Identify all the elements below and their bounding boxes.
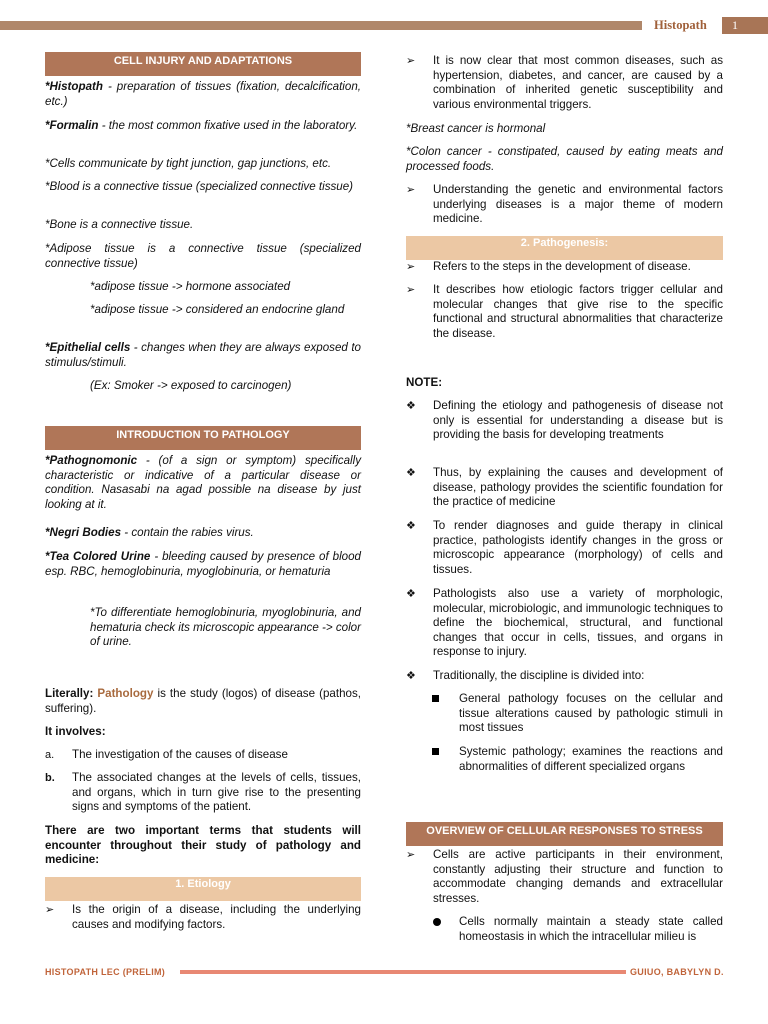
header-title: Histopath xyxy=(654,18,707,32)
paragraph-adipose-endocrine: *adipose tissue -> considered an endocrine gland xyxy=(90,303,345,316)
bullet-common-diseases: ➢ It is now clear that most common diseases, such as hypertension, diabetes, and cancer, are caused by a combination of inherited genetic susceptibility and various environmental triggers. xyxy=(406,54,723,111)
note-item-3: ❖ To render diagnoses and guide therapy in clinical practice, pathologists identify changes in the gross or microscopic appearance (morphology) of cells and tissues. xyxy=(406,519,723,576)
diamond-bullet-icon: ❖ xyxy=(406,670,416,682)
paragraph-negri: *Negri Bodies - contain the rabies virus. xyxy=(45,526,254,539)
paragraph-it-involves: It involves: xyxy=(45,725,106,738)
paragraph-colon-cancer: *Colon cancer - constipated, caused by eating meats and processed foods. xyxy=(406,145,723,173)
arrow-bullet-icon: ➢ xyxy=(406,284,416,296)
section-banner-etiology: 1. Etiology xyxy=(45,877,361,901)
section-banner-overview: OVERVIEW OF CELLULAR RESPONSES TO STRESS xyxy=(406,822,723,846)
list-item-b: b. The associated changes at the levels of cells, tissues, and organs, which in turn give rise to the presenting signs and symptoms of the patient. xyxy=(45,771,361,814)
paragraph-differentiate: *To differentiate hemoglobinuria, myoglobinuria, and hematuria check its microscopic appearance -> color of urine. xyxy=(90,606,361,649)
note-item-5: ❖ Traditionally, the discipline is divided into: xyxy=(406,669,645,682)
diamond-bullet-icon: ❖ xyxy=(406,467,416,479)
note-item-1: ❖ Defining the etiology and pathogenesis of disease not only is essential for understanding a disease but is providing the basis for developing treatments xyxy=(406,399,723,442)
paragraph-epithelial: *Epithelial cells - changes when they are always exposed to stimulus/stimuli. xyxy=(45,341,361,369)
arrow-bullet-icon: ➢ xyxy=(45,904,55,916)
bullet-pathogenesis-steps: ➢ Refers to the steps in the development of disease. xyxy=(406,260,691,273)
paragraph-smoker: (Ex: Smoker -> exposed to carcinogen) xyxy=(90,379,292,392)
section-banner-pathogenesis: 2. Pathogenesis: xyxy=(406,236,723,260)
arrow-bullet-icon: ➢ xyxy=(406,184,416,196)
note-item-4: ❖ Pathologists also use a variety of morphologic, molecular, microbiologic, and immunologic techniques to define the biochemical, structural, and functional changes that occur in cells, tissues, and organs in response to injury. xyxy=(406,587,723,659)
paragraph-bone: *Bone is a connective tissue. xyxy=(45,218,194,231)
square-bullet-icon xyxy=(432,695,439,702)
paragraph-cells-communicate: *Cells communicate by tight junction, gap junctions, etc. xyxy=(45,157,332,170)
arrow-bullet-icon: ➢ xyxy=(406,261,416,273)
footer-course: HISTOPATH LEC (PRELIM) xyxy=(45,967,166,977)
section-banner-cell-injury: CELL INJURY AND ADAPTATIONS xyxy=(45,52,361,76)
header-rule xyxy=(0,21,642,30)
section-banner-intro: INTRODUCTION TO PATHOLOGY xyxy=(45,426,361,450)
bullet-genetic-factors: ➢ Understanding the genetic and environmental factors underlying diseases is a major theme of modern medicine. xyxy=(406,183,723,226)
square-bullet-icon xyxy=(432,748,439,755)
list-marker: b. xyxy=(45,772,55,784)
paragraph-adipose: *Adipose tissue is a connective tissue (specialized connective tissue) xyxy=(45,242,361,270)
arrow-bullet-icon: ➢ xyxy=(406,55,416,67)
paragraph-pathognomonic: *Pathognomonic - (of a sign or symptom) specifically characteristic or indicative of a particular disease or condition. Nasasabi na agad possible na disease by just looking at it. xyxy=(45,454,361,511)
paragraph-tea-urine: *Tea Colored Urine - bleeding caused by presence of blood esp. RBC, hemoglobinuria, myoglobinuria, or hematuria xyxy=(45,550,362,578)
bullet-etiology-origin: ➢ Is the origin of a disease, including the underlying causes and modifying factors. xyxy=(45,903,361,931)
paragraph-histopath: *Histopath - preparation of tissues (fixation, decalcification, etc.) xyxy=(45,80,361,108)
sub-item-general-pathology: General pathology focuses on the cellular and tissue alterations caused by pathologic stimuli in most tissues xyxy=(432,692,723,736)
paragraph-formalin: *Formalin - the most common fixative used in the laboratory. xyxy=(45,119,358,132)
diamond-bullet-icon: ❖ xyxy=(406,520,416,532)
bullet-cells-active: ➢ Cells are active participants in their environment, constantly adjusting their structure and function to accommodate changing demands and extracellular stresses. xyxy=(406,848,723,905)
footer-rule xyxy=(180,970,626,974)
paragraph-two-terms: There are two important terms that students will encounter throughout their study of pathology and medicine: xyxy=(45,824,361,867)
bullet-pathogenesis-describes: ➢ It describes how etiologic factors trigger cellular and molecular changes that give rise to the specific functional and structural abnormalities that characterize the disease. xyxy=(406,283,723,340)
paragraph-literally: Literally: Pathology is the study (logos) of disease (pathos, suffering). xyxy=(45,687,361,715)
sub-item-homeostasis: Cells normally maintain a steady state called homeostasis in which the intracellular milieu is xyxy=(432,915,723,944)
page-number: 1 xyxy=(722,17,768,34)
diamond-bullet-icon: ❖ xyxy=(406,400,416,412)
round-bullet-icon xyxy=(433,918,441,926)
list-item-a: a. The investigation of the causes of disease xyxy=(45,748,288,761)
arrow-bullet-icon: ➢ xyxy=(406,849,416,861)
paragraph-breast-cancer: *Breast cancer is hormonal xyxy=(406,122,546,135)
diamond-bullet-icon: ❖ xyxy=(406,588,416,600)
sub-item-systemic-pathology: Systemic pathology; examines the reactions and abnormalities of different specialized organs xyxy=(432,745,723,774)
note-item-2: ❖ Thus, by explaining the causes and development of disease, pathology provides the scientific foundation for the practice of medicine xyxy=(406,466,723,509)
note-heading: NOTE: xyxy=(406,376,443,389)
paragraph-blood: *Blood is a connective tissue (specialized connective tissue) xyxy=(45,180,354,193)
list-marker: a. xyxy=(45,749,55,761)
footer-author: GUIUO, BABYLYN D. xyxy=(630,967,724,977)
paragraph-adipose-hormone: *adipose tissue -> hormone associated xyxy=(90,280,291,293)
